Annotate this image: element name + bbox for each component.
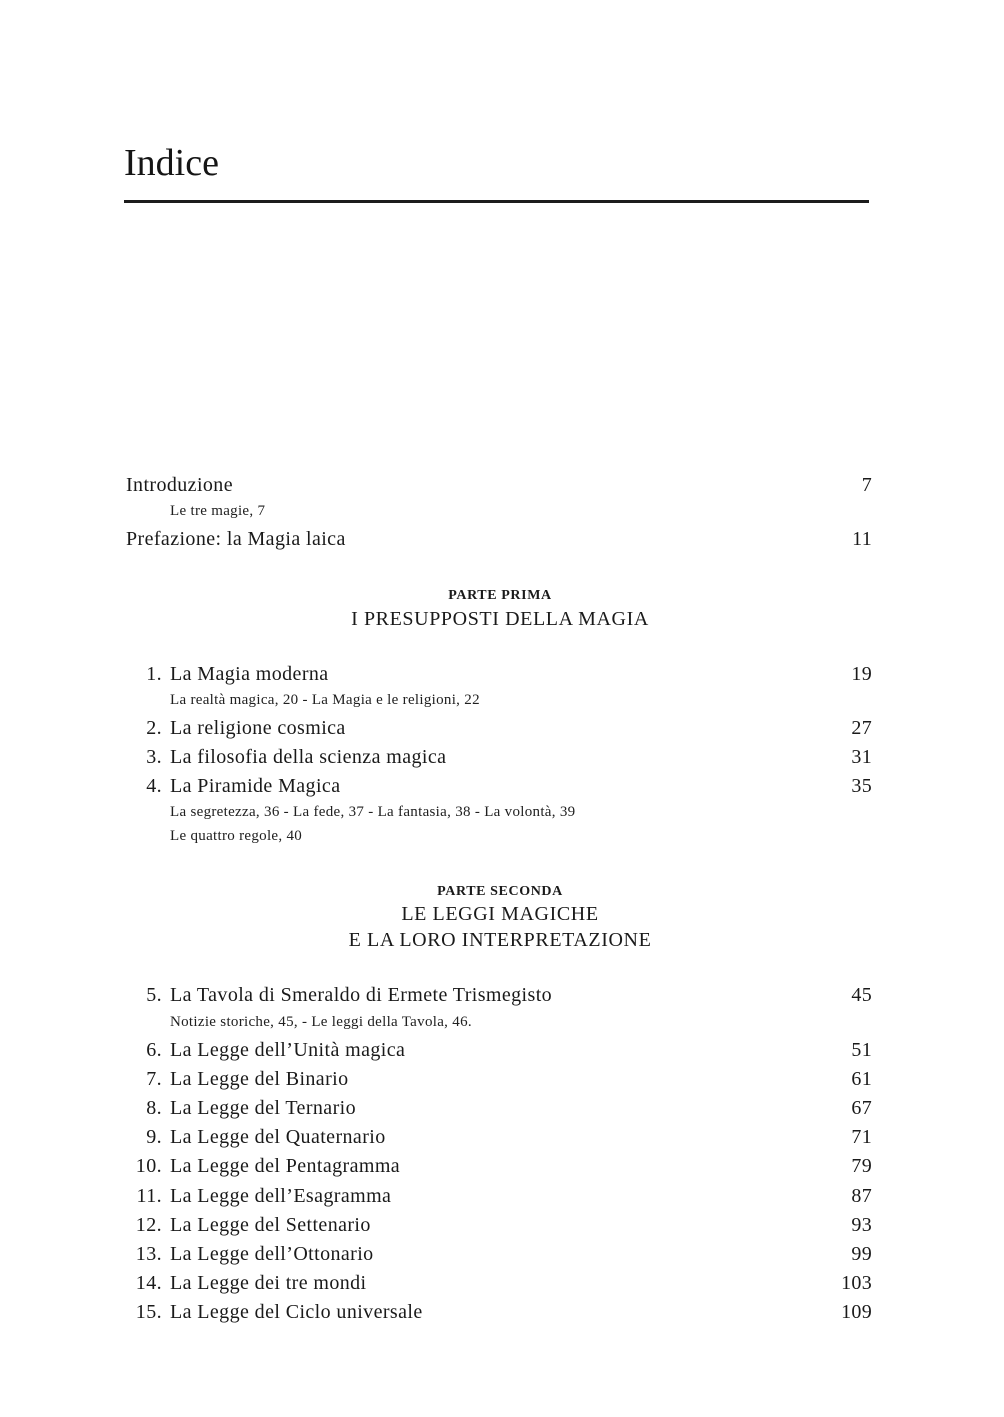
chapter-page: 61: [851, 1068, 872, 1090]
chapter-title: La Legge del Quaternario: [170, 1126, 386, 1148]
chapter-page: 31: [851, 746, 872, 768]
chapter-page: 45: [851, 984, 872, 1006]
chapter-page: 87: [851, 1185, 872, 1207]
toc-entry-label: Introduzione: [126, 474, 233, 496]
toc-entry-chapter-12[interactable]: [124, 1210, 872, 1240]
toc-entry-label: Prefazione: la Magia laica: [126, 528, 346, 550]
chapter-page: 67: [851, 1097, 872, 1119]
toc-entry-prefazione[interactable]: [124, 524, 872, 554]
toc-entry-chapter-1[interactable]: [124, 659, 872, 689]
chapter-number: 1.: [146, 663, 162, 685]
chapter-title: La Tavola di Smeraldo di Ermete Trismegisto: [170, 984, 553, 1006]
chapter-number: 10.: [135, 1155, 162, 1177]
toc-subentry: Le quattro regole, 40: [170, 828, 303, 844]
toc-entry-chapter-6[interactable]: [124, 1035, 872, 1065]
toc-subentry: La realtà magica, 20 - La Magia e le religioni, 22: [170, 692, 480, 708]
chapter-number: 13.: [135, 1243, 162, 1265]
chapter-number: 14.: [135, 1272, 162, 1294]
toc-entry-chapter-4[interactable]: [124, 771, 872, 801]
chapter-number: 15.: [135, 1301, 162, 1323]
part-title: I PRESUPPOSTI DELLA MAGIA: [351, 608, 649, 630]
toc-entry-chapter-15[interactable]: [124, 1297, 872, 1327]
chapter-number: 11.: [136, 1185, 162, 1207]
toc-entry-page: 11: [852, 528, 872, 550]
chapter-title: La filosofia della scienza magica: [170, 746, 447, 768]
part-title-line: E LA LORO INTERPRETAZIONE: [348, 929, 652, 951]
chapter-title: La Legge dell’Ottonario: [170, 1243, 374, 1265]
chapter-number: 7.: [146, 1068, 162, 1090]
chapter-title: La Legge dell’Esagramma: [170, 1185, 392, 1207]
toc-entry-chapter-10[interactable]: [124, 1151, 872, 1181]
chapter-page: 51: [851, 1039, 872, 1061]
chapter-title: La Legge del Pentagramma: [170, 1155, 401, 1177]
toc-entry-chapter-3[interactable]: [124, 742, 872, 772]
chapter-number: 3.: [146, 746, 162, 768]
page-title: Indice: [124, 142, 219, 184]
chapter-number: 12.: [135, 1214, 162, 1236]
toc-entry-chapter-2[interactable]: [124, 713, 872, 743]
chapter-page: 71: [851, 1126, 872, 1148]
toc-entry-chapter-13[interactable]: [124, 1239, 872, 1269]
title-underline: [124, 200, 869, 203]
chapter-title: La Piramide Magica: [170, 775, 341, 797]
toc-subentry: Le tre magie, 7: [170, 503, 266, 519]
chapter-title: La Legge del Ternario: [170, 1097, 356, 1119]
chapter-title: La Magia moderna: [170, 663, 329, 685]
chapter-number: 5.: [146, 984, 162, 1006]
toc-entry-introduzione[interactable]: [124, 470, 872, 500]
toc-entry-chapter-9[interactable]: [124, 1122, 872, 1152]
chapter-title: La Legge dei tre mondi: [170, 1272, 367, 1294]
toc-subentry: La segretezza, 36 - La fede, 37 - La fantasia, 38 - La volontà, 39: [170, 804, 576, 820]
part-title-line: LE LEGGI MAGICHE: [401, 903, 599, 925]
chapter-page: 35: [851, 775, 872, 797]
chapter-number: 9.: [146, 1126, 162, 1148]
chapter-page: 19: [851, 663, 872, 685]
chapter-page: 103: [841, 1272, 872, 1294]
chapter-number: 4.: [146, 775, 162, 797]
chapter-page: 109: [841, 1301, 872, 1323]
part-kicker: PARTE PRIMA: [448, 588, 552, 603]
chapter-page: 79: [851, 1155, 872, 1177]
chapter-title: La religione cosmica: [170, 717, 346, 739]
part-kicker: PARTE SECONDA: [437, 884, 563, 899]
chapter-number: 8.: [146, 1097, 162, 1119]
toc-entry-chapter-8[interactable]: [124, 1093, 872, 1123]
chapter-title: La Legge dell’Unità magica: [170, 1039, 406, 1061]
toc-subentry: Notizie storiche, 45, - Le leggi della Tavola, 46.: [170, 1014, 472, 1030]
chapter-number: 2.: [146, 717, 162, 739]
chapter-page: 99: [851, 1243, 872, 1265]
toc-entry-chapter-11[interactable]: [124, 1181, 872, 1211]
chapter-title: La Legge del Binario: [170, 1068, 349, 1090]
toc-entry-chapter-14[interactable]: [124, 1268, 872, 1298]
chapter-number: 6.: [146, 1039, 162, 1061]
chapter-page: 27: [851, 717, 872, 739]
chapter-title: La Legge del Settenario: [170, 1214, 371, 1236]
toc-entry-page: 7: [861, 474, 872, 496]
toc-entry-chapter-5[interactable]: [124, 980, 872, 1010]
chapter-page: 93: [851, 1214, 872, 1236]
toc-entry-chapter-7[interactable]: [124, 1064, 872, 1094]
chapter-title: La Legge del Ciclo universale: [170, 1301, 423, 1323]
